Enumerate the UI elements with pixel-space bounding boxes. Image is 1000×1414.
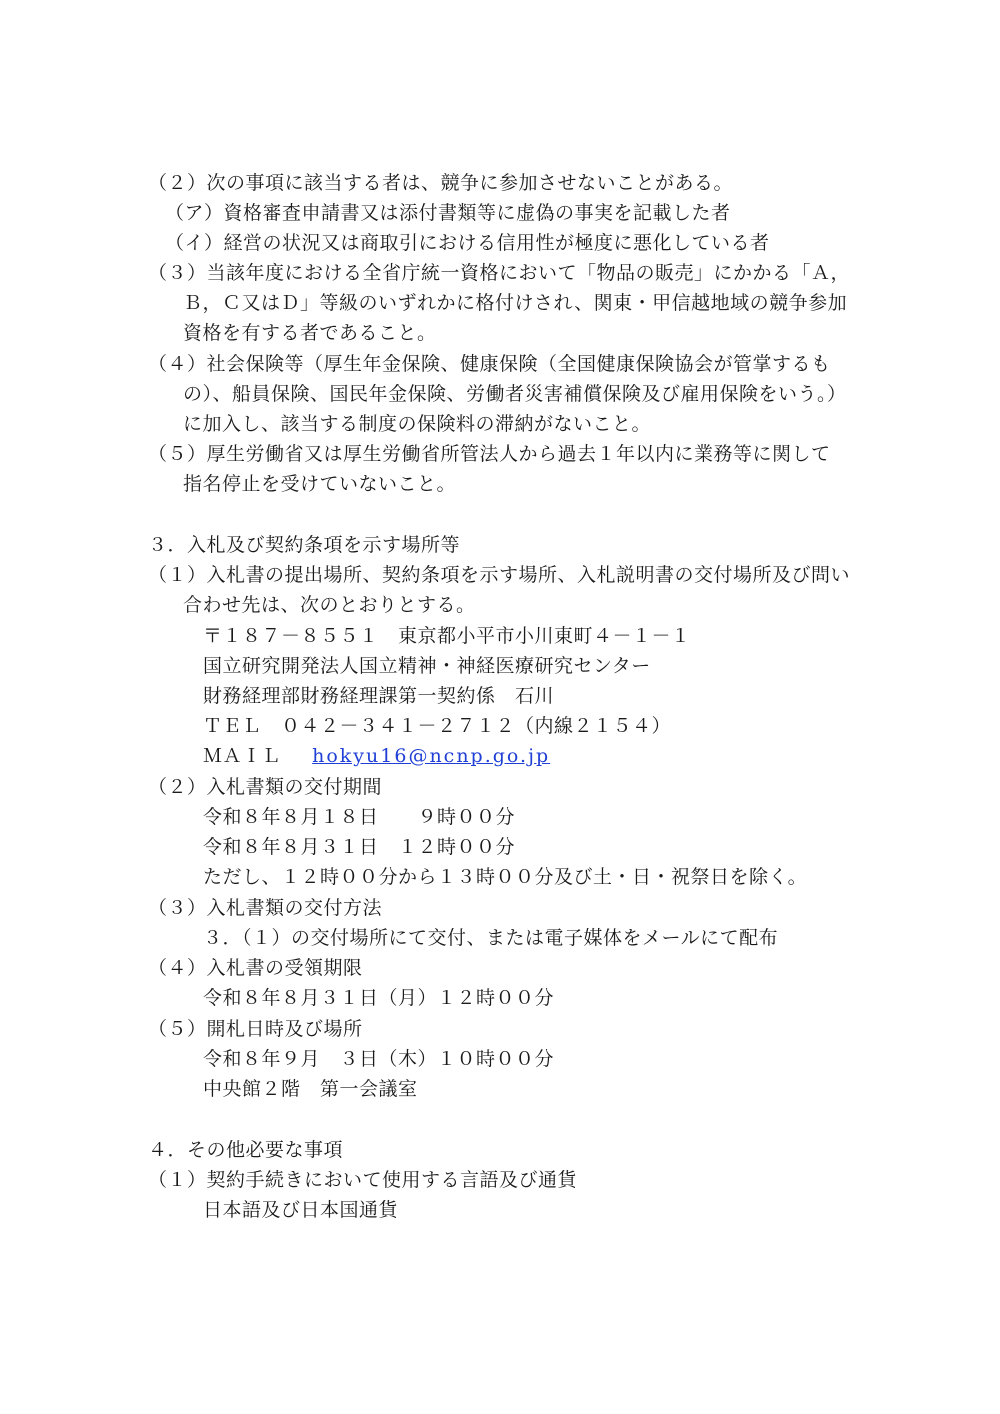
- section-3-heading: ３．入札及び契約条項を示す場所等: [148, 534, 461, 556]
- delivery-period-from: 令和８年８月１８日 ９時００分: [203, 806, 516, 828]
- item-5-line1: （５）厚生労働省又は厚生労働省所管法人から過去１年以内に業務等に関して: [148, 443, 831, 465]
- item-2-text: （２）次の事項に該当する者は、競争に参加させないことがある。: [148, 172, 734, 194]
- language-currency: 日本語及び日本国通貨: [203, 1199, 399, 1221]
- delivery-method: ３．（１）の交付場所にて交付、または電子媒体をメールにて配布: [203, 927, 779, 949]
- contact-organization: 国立研究開発法人国立精神・神経医療研究センター: [203, 655, 651, 677]
- item-5-line2: 指名停止を受けていないこと。: [183, 473, 457, 495]
- item-3-line3: 資格を有する者であること。: [183, 322, 437, 344]
- s3-item-1-line2: 合わせ先は、次のとおりとする。: [183, 594, 476, 616]
- contact-department: 財務経理部財務経理課第一契約係 石川: [203, 685, 555, 707]
- delivery-period-to: 令和８年８月３１日 １２時００分: [203, 836, 516, 858]
- s3-item-2-heading: （２）入札書類の交付期間: [148, 776, 383, 798]
- contact-address: 〒１８７－８５５１ 東京都小平市小川東町４－１－１: [203, 625, 691, 647]
- item-3-line2: Ｂ，Ｃ又はＤ」等級のいずれかに格付けされ、関東・甲信越地域の競争参加: [183, 292, 848, 314]
- contact-mail: [203, 744, 550, 768]
- s3-item-1-line1: （１）入札書の提出場所、契約条項を示す場所、入札説明書の交付場所及び問い: [148, 564, 851, 586]
- s3-item-3-heading: （３）入札書類の交付方法: [148, 897, 383, 919]
- item-2-sub-a: （ア）資格審査申請書又は添付書類等に虚偽の事実を記載した者: [165, 202, 731, 224]
- delivery-period-note: ただし、１２時００分から１３時００分及び土・日・祝祭日を除く。: [203, 866, 808, 888]
- bid-deadline: 令和８年８月３１日（月）１２時００分: [203, 987, 555, 1009]
- contact-tel: ＴＥＬ ０４２－３４１－２７１２（内線２１５４）: [203, 715, 672, 737]
- contact-mail-label: ＭＡＩＬ: [203, 745, 282, 767]
- item-3-line1: （３）当該年度における全省庁統一資格において「物品の販売」にかかる「Ａ，: [148, 262, 851, 284]
- item-4-line3: に加入し、該当する制度の保険料の滞納がないこと。: [183, 413, 652, 435]
- s3-item-4-heading: （４）入札書の受領期限: [148, 957, 363, 979]
- contact-mail-link[interactable]: hokyu16@ncnp.go.jp: [312, 745, 551, 767]
- s3-item-5-heading: （５）開札日時及び場所: [148, 1018, 363, 1040]
- opening-place: 中央館２階 第一会議室: [203, 1078, 418, 1100]
- item-4-line2: の）、船員保険、国民年金保険、労働者災害補償保険及び雇用保険をいう。）: [183, 383, 847, 405]
- item-2-sub-i: （イ）経営の状況又は商取引における信用性が極度に悪化している者: [165, 232, 770, 254]
- item-4-line1: （４）社会保険等（厚生年金保険、健康保険（全国健康保険協会が管掌するも: [148, 353, 831, 375]
- opening-datetime: 令和８年９月 ３日（木）１０時００分: [203, 1048, 555, 1070]
- s4-item-1-heading: （１）契約手続きにおいて使用する言語及び通貨: [148, 1169, 578, 1191]
- section-4-heading: ４．その他必要な事項: [148, 1139, 344, 1161]
